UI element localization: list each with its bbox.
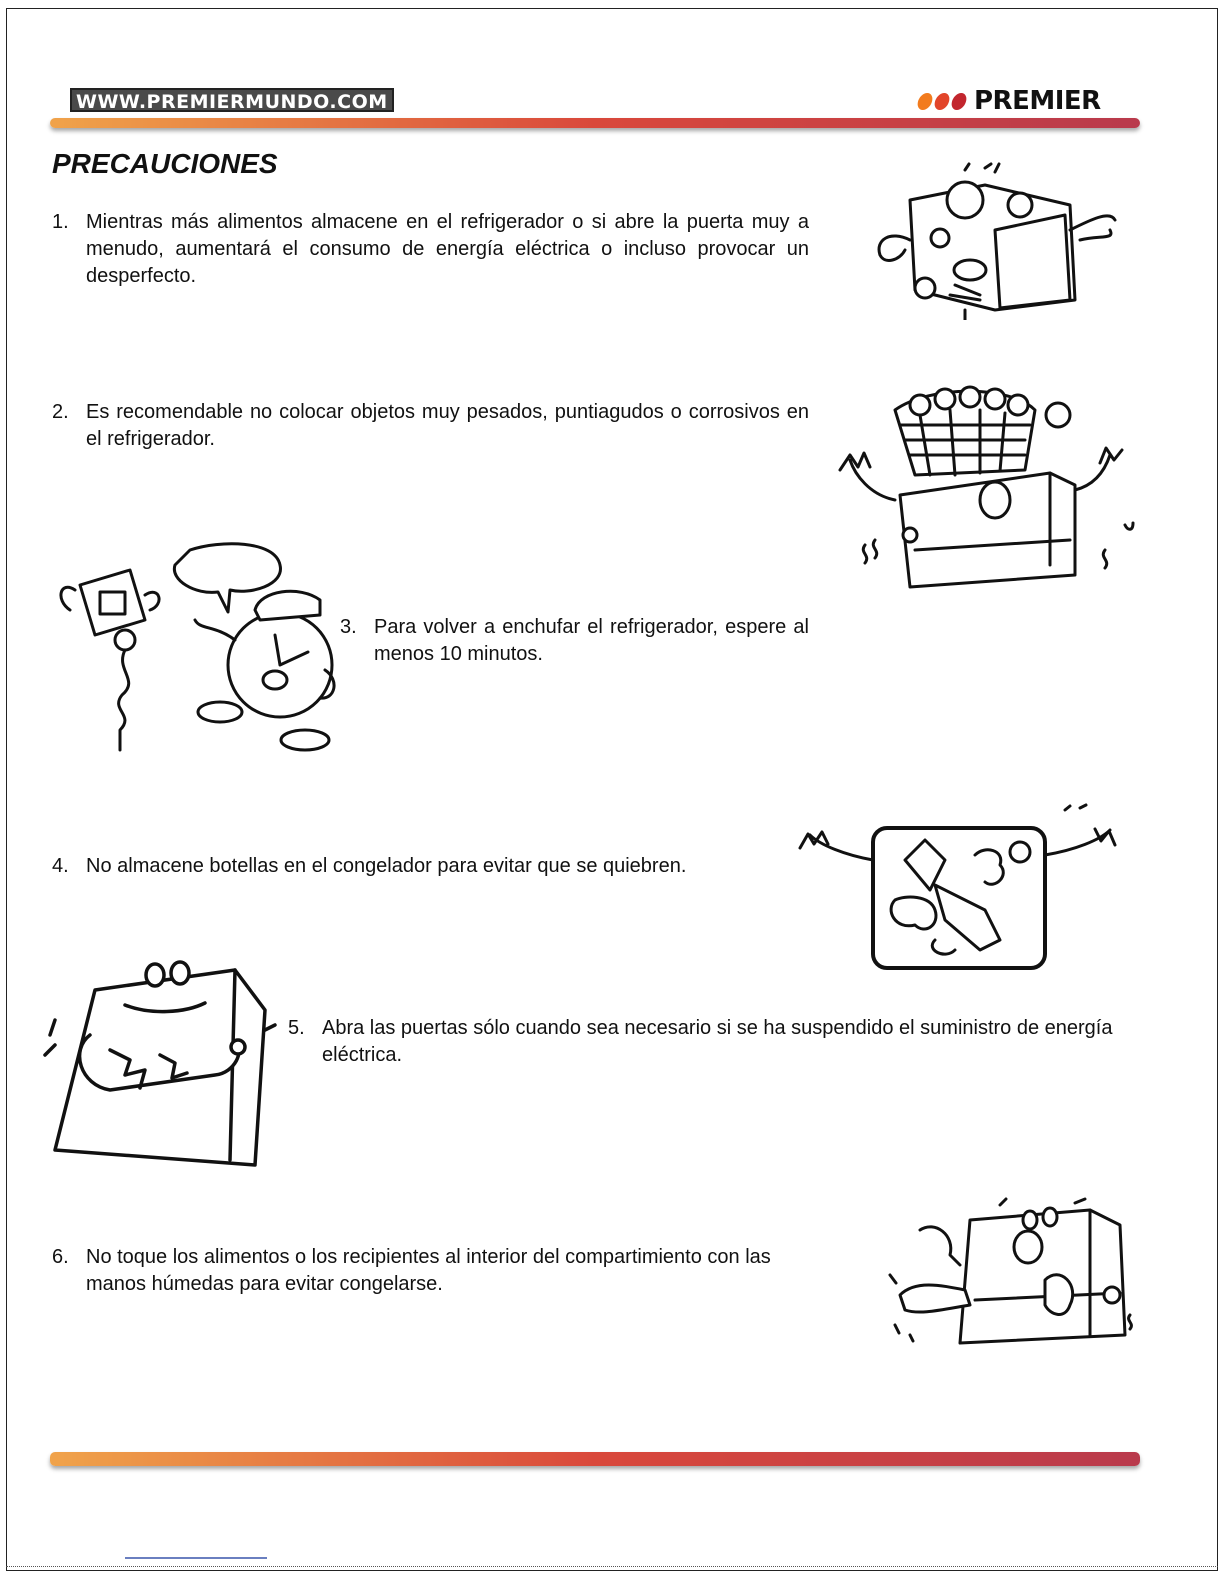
precaution-item-4 [52, 853, 792, 880]
item-text: No almacene botellas en el congelador para evitar que se quiebren. [86, 855, 687, 877]
item-text: Abra las puertas sólo cuando sea necesario si se ha suspendido el suministro de energía eléctrica. [322, 1017, 1113, 1066]
item-text: No toque los alimentos o los recipientes al interior del compartimiento con las manos húmedas para evitar congelarse. [86, 1246, 771, 1295]
heavy-basket-fridge-icon [820, 375, 1140, 595]
hugging-fridge-icon [40, 955, 280, 1170]
brand-name: PREMIER [974, 86, 1101, 116]
broken-bottle-freezer-icon [785, 800, 1140, 975]
header-divider [50, 118, 1140, 128]
site-url-banner: WWW.PREMIERMUNDO.COM [70, 88, 394, 112]
precaution-item-5 [288, 1015, 1133, 1069]
item-text: Mientras más alimentos almacene en el refrigerador o si abre la puerta muy a menudo, aumentará el consumo de energía eléctrica o incluso provocar un desperfecto. [86, 211, 809, 287]
item-text: Para volver a enchufar el refrigerador, espere al menos 10 minutos. [374, 616, 809, 665]
item-number: 1. [52, 211, 69, 233]
footer-link-underline [125, 1557, 267, 1559]
brand-dot [916, 93, 935, 110]
precaution-item-3 [340, 614, 809, 668]
footer-dotted-line [6, 1566, 1218, 1567]
page-title: PRECAUCIONES [52, 148, 278, 179]
wet-hands-fridge-icon [880, 1195, 1140, 1350]
precaution-item-6 [52, 1244, 827, 1298]
brand-logo [918, 86, 1101, 116]
overstuffed-fridge-icon [865, 160, 1135, 320]
item-number: 3. [340, 616, 357, 638]
precaution-item-1 [52, 209, 809, 290]
item-text: Es recomendable no colocar objetos muy pesados, puntiagudos o corrosivos en el refrigerador. [86, 401, 809, 450]
precaution-item-2 [52, 399, 809, 453]
item-number: 6. [52, 1246, 69, 1268]
brand-dots-icon [918, 93, 966, 110]
item-number: 4. [52, 855, 69, 877]
footer-divider [50, 1452, 1140, 1466]
plug-and-clock-icon [50, 540, 340, 755]
brand-dot [950, 93, 969, 110]
item-number: 5. [288, 1017, 305, 1039]
item-number: 2. [52, 401, 69, 423]
brand-dot [933, 93, 952, 110]
